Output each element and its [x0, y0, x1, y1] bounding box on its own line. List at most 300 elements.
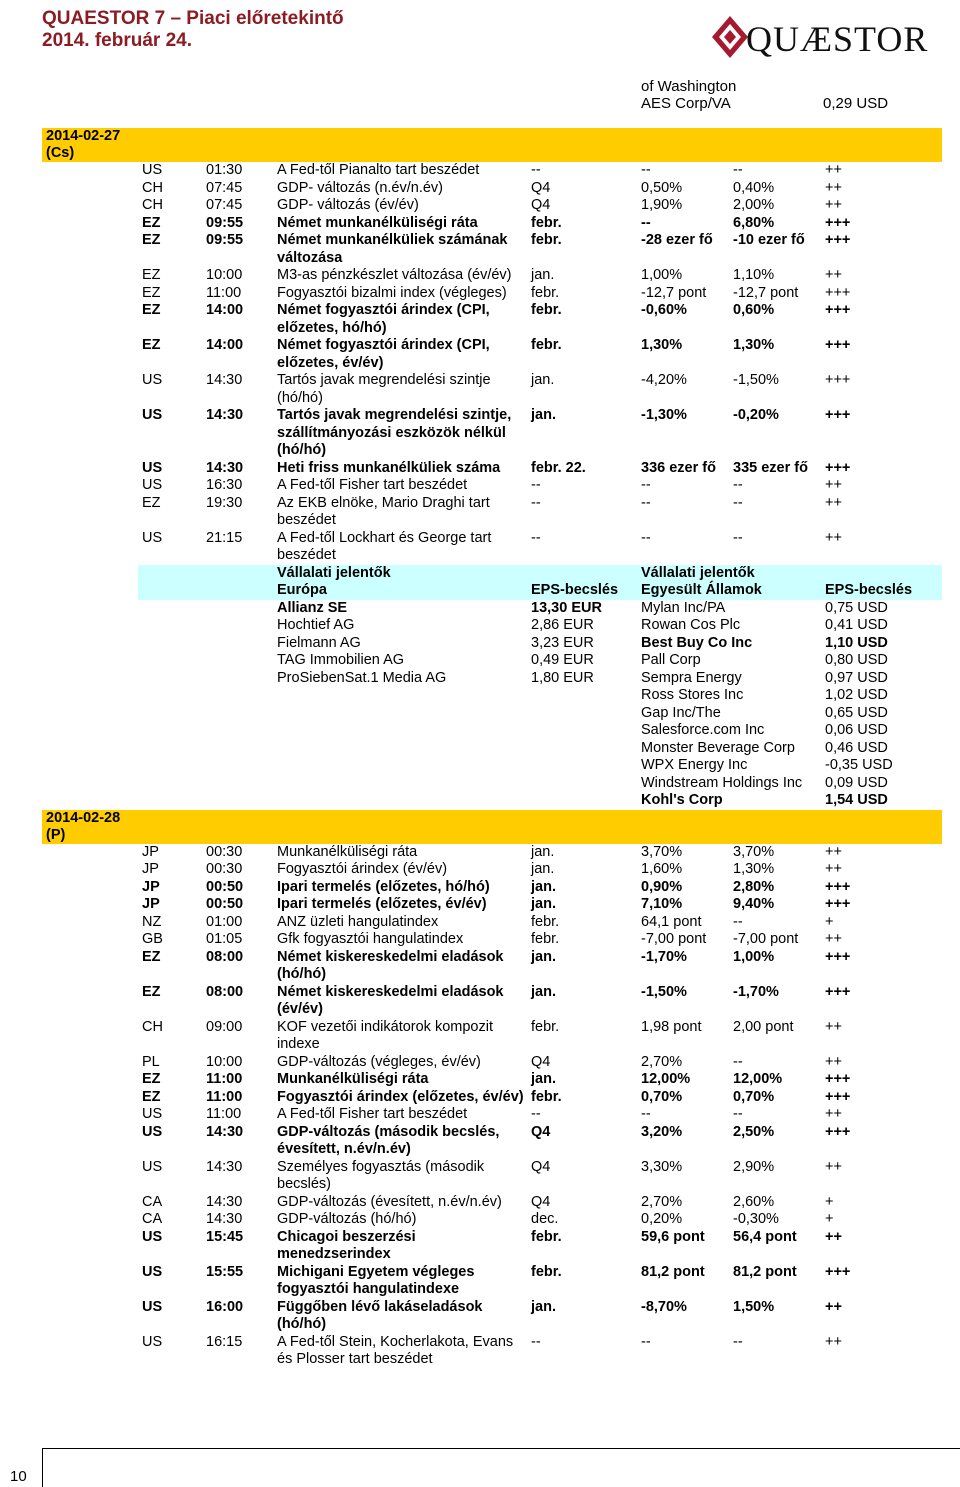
- day-label: (Cs): [46, 145, 75, 161]
- previous-value: --: [641, 494, 651, 511]
- event-period: jan.: [531, 267, 555, 283]
- event-period: jan.: [531, 983, 556, 1000]
- event-time: 15:55: [206, 1263, 244, 1280]
- event-name: KOF vezetői indikátorok kompozit indexe: [277, 1018, 493, 1052]
- event-period: Q4: [531, 179, 551, 196]
- previous-value: 64,1 pont: [641, 913, 702, 930]
- forecast-value: 1,10%: [733, 267, 775, 283]
- event-row: [42, 197, 942, 215]
- event-name: A Fed-től Fisher tart beszédet: [277, 477, 468, 493]
- importance: +: [825, 1193, 834, 1210]
- event-time: 09:55: [206, 232, 244, 248]
- country-code: EZ: [142, 494, 161, 511]
- forecast-value: 335 ezer fő: [733, 459, 808, 476]
- forecast-value: -7,00 pont: [733, 931, 799, 947]
- indent-cell: [42, 197, 138, 215]
- event-period: febr.: [531, 931, 560, 947]
- event-period: --: [531, 477, 541, 493]
- report-blank: [138, 652, 273, 670]
- event-name: Német kiskereskedelmi eladások (év/év): [277, 983, 504, 1017]
- country-code: JP: [142, 843, 159, 860]
- report-row: [42, 652, 942, 670]
- forecast-value: 2,00%: [733, 197, 775, 213]
- report-blank: [138, 600, 273, 618]
- importance: +++: [825, 232, 851, 248]
- eu-company: [273, 705, 527, 723]
- report-row: [42, 600, 942, 618]
- event-name: Az EKB elnöke, Mario Draghi tart beszédet: [277, 494, 490, 528]
- previous-value: -28 ezer fő: [641, 232, 713, 248]
- title-line-1: QUAESTOR 7 – Piaci előretekintő: [42, 8, 344, 29]
- indent-cell: [42, 477, 138, 495]
- country-code: US: [142, 162, 163, 178]
- date-row: [42, 128, 942, 162]
- forecast-value: -1,70%: [733, 983, 779, 1000]
- country-code: EZ: [142, 302, 161, 318]
- event-name: M3-as pénzkészlet változása (év/év): [277, 267, 512, 283]
- report-row: [42, 635, 942, 653]
- eu-company: Allianz SE: [277, 599, 348, 616]
- us-company: Monster Beverage Corp: [641, 739, 795, 756]
- forecast-value: --: [733, 1053, 743, 1070]
- event-period: jan.: [531, 896, 556, 912]
- indent-cell: [42, 600, 138, 618]
- reports-eu-eps-heading: EPS-becslés: [531, 582, 619, 598]
- importance: ++: [825, 494, 842, 511]
- importance: ++: [825, 1106, 842, 1122]
- indent-cell: [42, 670, 138, 688]
- event-period: febr.: [531, 1228, 562, 1245]
- event-period: febr. 22.: [531, 459, 586, 476]
- forecast-value: -1,50%: [733, 372, 779, 388]
- previous-value: 336 ezer fő: [641, 459, 716, 476]
- previous-value: 12,00%: [641, 1071, 691, 1087]
- forecast-value: 56,4 pont: [733, 1228, 797, 1245]
- country-code: CH: [142, 179, 163, 196]
- us-company: Pall Corp: [641, 652, 701, 668]
- event-row: [42, 530, 942, 565]
- event-row: [42, 949, 942, 984]
- event-time: 14:30: [206, 459, 244, 476]
- event-name: Fogyasztói árindex (előzetes, év/év): [277, 1088, 524, 1105]
- country-code: CA: [142, 1193, 163, 1210]
- event-name: ANZ üzleti hangulatindex: [277, 913, 439, 930]
- forecast-value: -0,30%: [733, 1211, 779, 1227]
- event-time: 07:45: [206, 179, 243, 196]
- indent-cell: [42, 1019, 138, 1054]
- forecast-value: 0,60%: [733, 302, 775, 318]
- indent-cell: [42, 565, 138, 600]
- event-period: febr.: [531, 1018, 560, 1035]
- event-time: 11:00: [206, 1071, 243, 1087]
- event-period: jan.: [531, 878, 556, 895]
- indent-cell: [42, 267, 138, 285]
- forecast-value: 0,40%: [733, 179, 775, 196]
- country-code: CA: [142, 1211, 163, 1227]
- us-company: Windstream Holdings Inc: [641, 774, 803, 791]
- event-time: 11:00: [206, 1106, 242, 1122]
- event-row: [42, 1089, 942, 1107]
- forecast-value: 2,80%: [733, 878, 775, 895]
- reports-us-title: [637, 565, 821, 600]
- event-row: [42, 1054, 942, 1072]
- indent-cell: [42, 949, 138, 984]
- event-period: febr.: [531, 232, 562, 248]
- eu-eps: [527, 757, 637, 775]
- report-blank: [138, 757, 273, 775]
- logo-diamond-icon: [710, 14, 750, 60]
- forecast-value: --: [733, 913, 743, 930]
- country-code: JP: [142, 896, 160, 912]
- event-period: dec.: [531, 1211, 559, 1227]
- event-period: --: [531, 1106, 541, 1122]
- importance: +++: [825, 948, 851, 965]
- event-time: 14:00: [206, 337, 244, 353]
- eu-company: [273, 722, 527, 740]
- previous-value: -1,70%: [641, 948, 687, 965]
- forecast-value: -10 ezer fő: [733, 232, 805, 248]
- importance: ++: [825, 197, 842, 213]
- eu-eps: [527, 705, 637, 723]
- event-name: Német munkanélküliségi ráta: [277, 214, 478, 231]
- country-code: EZ: [142, 1071, 161, 1087]
- event-name: Heti friss munkanélküliek száma: [277, 459, 501, 476]
- event-period: febr.: [531, 337, 562, 353]
- eu-company: ProSiebenSat.1 Media AG: [277, 669, 447, 686]
- event-row: [42, 861, 942, 879]
- event-name: GDP- változás (n.év/n.év): [277, 179, 443, 196]
- event-period: febr.: [531, 1263, 562, 1280]
- event-period: jan.: [531, 843, 555, 860]
- previous-value: 3,30%: [641, 1158, 683, 1175]
- carryover-eps: 0,29 USD: [823, 95, 889, 112]
- indent-cell: [42, 861, 138, 879]
- previous-value: 0,70%: [641, 1088, 683, 1105]
- reports-header-blank: [138, 565, 273, 600]
- event-time: 21:15: [206, 529, 243, 546]
- forecast-value: 1,30%: [733, 861, 775, 877]
- calendar-table: [42, 128, 942, 1369]
- indent-cell: [42, 1089, 138, 1107]
- event-period: jan.: [531, 1298, 556, 1315]
- indent-cell: [42, 1194, 138, 1212]
- us-company: Ross Stores Inc: [641, 687, 744, 703]
- importance: +++: [825, 1071, 851, 1087]
- forecast-value: 6,80%: [733, 214, 775, 231]
- previous-value: 1,00%: [641, 267, 683, 283]
- reports-us-eps-heading: EPS-becslés: [825, 582, 913, 598]
- previous-value: 81,2 pont: [641, 1263, 705, 1280]
- indent-cell: [42, 1229, 138, 1264]
- forecast-value: 3,70%: [733, 843, 775, 860]
- carryover-row: [641, 95, 889, 112]
- importance: ++: [825, 1333, 842, 1350]
- event-name: A Fed-től Pianalto tart beszédet: [277, 162, 480, 178]
- us-eps: 1,10 USD: [825, 634, 888, 651]
- indent-cell: [42, 844, 138, 862]
- indent-cell: [42, 984, 138, 1019]
- indent-cell: [42, 617, 138, 635]
- eu-company: Fielmann AG: [277, 634, 361, 651]
- importance: +++: [825, 284, 851, 301]
- indent-cell: [42, 180, 138, 198]
- indent-cell: [42, 530, 138, 565]
- logo-wordmark: QUÆSTOR: [746, 19, 929, 59]
- indent-cell: [42, 931, 138, 949]
- previous-value: -12,7 pont: [641, 284, 707, 301]
- event-name: GDP- változás (év/év): [277, 197, 419, 213]
- event-row: [42, 460, 942, 478]
- us-company: Gap Inc/The: [641, 704, 721, 721]
- country-code: US: [142, 372, 163, 388]
- report-row: [42, 757, 942, 775]
- importance: ++: [825, 1158, 842, 1175]
- indent-cell: [42, 740, 138, 758]
- forecast-value: --: [733, 494, 743, 511]
- eu-company: [273, 775, 527, 793]
- event-period: Q4: [531, 1123, 551, 1140]
- reports-eu-title: [273, 565, 527, 600]
- us-eps: 0,06 USD: [825, 722, 888, 738]
- previous-value: -1,50%: [641, 983, 687, 1000]
- footer-rule: [42, 1448, 960, 1449]
- forecast-value: --: [733, 477, 743, 493]
- event-name: GDP-változás (évesített, n.év/n.év): [277, 1193, 502, 1210]
- previous-value: -0,60%: [641, 302, 687, 318]
- report-blank: [138, 775, 273, 793]
- country-code: EZ: [142, 214, 161, 231]
- us-eps: 0,09 USD: [825, 774, 888, 791]
- event-time: 08:00: [206, 948, 244, 965]
- importance: ++: [825, 179, 842, 196]
- indent-cell: [42, 1334, 138, 1369]
- eu-eps: 0,49 EUR: [531, 652, 594, 668]
- indent-cell: [42, 1106, 138, 1124]
- event-row: [42, 180, 942, 198]
- event-name: Fogyasztói bizalmi index (végleges): [277, 284, 507, 301]
- reports-us-heading: Vállalati jelentők: [641, 564, 755, 581]
- event-row: [42, 495, 942, 530]
- importance: ++: [825, 843, 842, 860]
- reports-us-eps-cell: [821, 565, 942, 600]
- indent-cell: [42, 337, 138, 372]
- event-name: Chicagoi beszerzési menedzserindex: [277, 1228, 416, 1262]
- event-row: [42, 407, 942, 460]
- forecast-value: --: [733, 1106, 743, 1122]
- country-code: US: [142, 477, 163, 493]
- indent-cell: [42, 879, 138, 897]
- country-code: US: [142, 459, 163, 476]
- previous-value: 2,70%: [641, 1193, 683, 1210]
- event-time: 00:30: [206, 843, 243, 860]
- importance: +++: [825, 983, 851, 1000]
- country-code: EZ: [142, 337, 161, 353]
- country-code: US: [142, 407, 163, 423]
- indent-cell: [42, 792, 138, 810]
- indent-cell: [42, 687, 138, 705]
- previous-value: -8,70%: [641, 1298, 687, 1315]
- forecast-value: 2,90%: [733, 1158, 775, 1175]
- country-code: US: [142, 1333, 163, 1350]
- event-name: Ipari termelés (előzetes, hó/hó): [277, 878, 490, 895]
- event-time: 10:00: [206, 267, 243, 283]
- report-row: [42, 617, 942, 635]
- report-row: [42, 722, 942, 740]
- event-period: --: [531, 1333, 541, 1350]
- indent-cell: [42, 705, 138, 723]
- date-value: 2014-02-27: [46, 128, 121, 144]
- forecast-value: 1,50%: [733, 1298, 775, 1315]
- importance: +++: [825, 878, 851, 895]
- indent-cell: [42, 285, 138, 303]
- document-title: [42, 8, 344, 52]
- importance: +++: [825, 214, 851, 231]
- event-time: 14:30: [206, 407, 244, 423]
- event-time: 14:30: [206, 372, 243, 388]
- importance: ++: [825, 1228, 842, 1245]
- indent-cell: [42, 1264, 138, 1299]
- eu-eps: 3,23 EUR: [531, 634, 594, 651]
- indent-cell: [42, 652, 138, 670]
- indent-cell: [42, 407, 138, 460]
- event-period: jan.: [531, 948, 556, 965]
- event-row: [42, 477, 942, 495]
- event-row: [42, 1264, 942, 1299]
- report-row: [42, 670, 942, 688]
- indent-cell: [42, 215, 138, 233]
- event-time: 09:55: [206, 214, 244, 231]
- importance: ++: [825, 1298, 842, 1315]
- event-name: GDP-változás (hó/hó): [277, 1211, 417, 1227]
- title-line-2: 2014. február 24.: [42, 30, 192, 51]
- event-time: 15:45: [206, 1228, 244, 1245]
- event-row: [42, 1124, 942, 1159]
- us-eps: 0,80 USD: [825, 652, 888, 668]
- event-time: 00:50: [206, 878, 244, 895]
- country-code: EZ: [142, 948, 161, 965]
- importance: +++: [825, 459, 851, 476]
- report-blank: [138, 617, 273, 635]
- country-code: JP: [142, 878, 160, 895]
- event-time: 07:45: [206, 197, 243, 213]
- event-period: jan.: [531, 861, 555, 877]
- us-company: Sempra Energy: [641, 669, 742, 686]
- event-name: A Fed-től Lockhart és George tart beszédet: [277, 529, 492, 563]
- carryover-row: [641, 78, 736, 95]
- event-period: febr.: [531, 284, 560, 301]
- previous-value: 59,6 pont: [641, 1228, 705, 1245]
- forecast-value: 1,00%: [733, 948, 775, 965]
- importance: +++: [825, 302, 851, 318]
- country-code: EZ: [142, 232, 161, 248]
- report-row: [42, 705, 942, 723]
- event-period: --: [531, 494, 541, 511]
- eu-company: TAG Immobilien AG: [277, 652, 405, 668]
- importance: +++: [825, 896, 851, 912]
- event-period: Q4: [531, 1158, 551, 1175]
- country-code: CH: [142, 197, 163, 213]
- event-time: 00:30: [206, 861, 243, 877]
- event-row: [42, 1194, 942, 1212]
- previous-value: 1,98 pont: [641, 1018, 702, 1035]
- country-code: PL: [142, 1053, 160, 1070]
- event-row: [42, 1229, 942, 1264]
- indent-cell: [42, 1159, 138, 1194]
- event-name: Tartós javak megrendelési szintje (hó/hó): [277, 372, 491, 406]
- event-name: Ipari termelés (előzetes, év/év): [277, 896, 487, 912]
- previous-value: 3,20%: [641, 1123, 683, 1140]
- previous-value: --: [641, 1333, 651, 1350]
- country-code: US: [142, 1298, 163, 1315]
- indent-cell: [42, 1211, 138, 1229]
- event-time: 16:15: [206, 1333, 243, 1350]
- event-name: Függőben lévő lakáseladások (hó/hó): [277, 1298, 483, 1332]
- importance: +++: [825, 1123, 851, 1140]
- carryover-company: of Washington: [641, 78, 737, 95]
- report-row: [42, 792, 942, 810]
- carryover-company: AES Corp/VA: [641, 95, 731, 112]
- date-fill: [138, 128, 942, 162]
- us-eps: -0,35 USD: [825, 757, 893, 773]
- country-code: EZ: [142, 983, 161, 1000]
- us-company: Best Buy Co Inc: [641, 634, 753, 651]
- event-period: jan.: [531, 407, 556, 423]
- event-time: 08:00: [206, 983, 244, 1000]
- reports-eu-eps-cell: [527, 565, 637, 600]
- indent-cell: [42, 232, 138, 267]
- us-company: Salesforce.com Inc: [641, 722, 765, 738]
- forecast-value: --: [733, 529, 743, 546]
- event-time: 09:00: [206, 1018, 243, 1035]
- event-time: 10:00: [206, 1053, 243, 1070]
- event-row: [42, 896, 942, 914]
- event-row: [42, 931, 942, 949]
- importance: ++: [825, 1018, 842, 1035]
- date-value: 2014-02-28: [46, 809, 121, 826]
- event-period: febr.: [531, 214, 562, 231]
- eu-company: [273, 792, 527, 810]
- event-row: [42, 984, 942, 1019]
- country-code: US: [142, 1263, 163, 1280]
- event-row: [42, 1299, 942, 1334]
- forecast-value: 2,60%: [733, 1193, 775, 1210]
- event-row: [42, 1019, 942, 1054]
- date-fill: [138, 810, 942, 844]
- forecast-value: 0,70%: [733, 1088, 775, 1105]
- country-code: US: [142, 529, 163, 546]
- country-code: US: [142, 1123, 163, 1140]
- importance: ++: [825, 529, 842, 546]
- event-name: Német munkanélküliek számának változása: [277, 232, 508, 266]
- event-time: 00:50: [206, 896, 244, 912]
- us-company: Rowan Cos Plc: [641, 617, 741, 633]
- previous-value: --: [641, 162, 651, 178]
- quaestor-logo: [708, 4, 938, 64]
- event-period: jan.: [531, 1071, 556, 1087]
- forecast-value: 2,00 pont: [733, 1018, 794, 1035]
- indent-cell: [42, 1071, 138, 1089]
- indent-cell: [42, 896, 138, 914]
- us-company: Kohl's Corp: [641, 792, 723, 808]
- report-blank: [138, 687, 273, 705]
- event-period: Q4: [531, 1053, 551, 1070]
- event-row: [42, 879, 942, 897]
- date-cell: [42, 128, 138, 162]
- us-eps: 0,46 USD: [825, 739, 888, 756]
- event-name: A Fed-től Stein, Kocherlakota, Evans és Plosser tart beszédet: [277, 1333, 514, 1367]
- eu-eps: [527, 740, 637, 758]
- reports-eu-region: Európa: [277, 582, 327, 598]
